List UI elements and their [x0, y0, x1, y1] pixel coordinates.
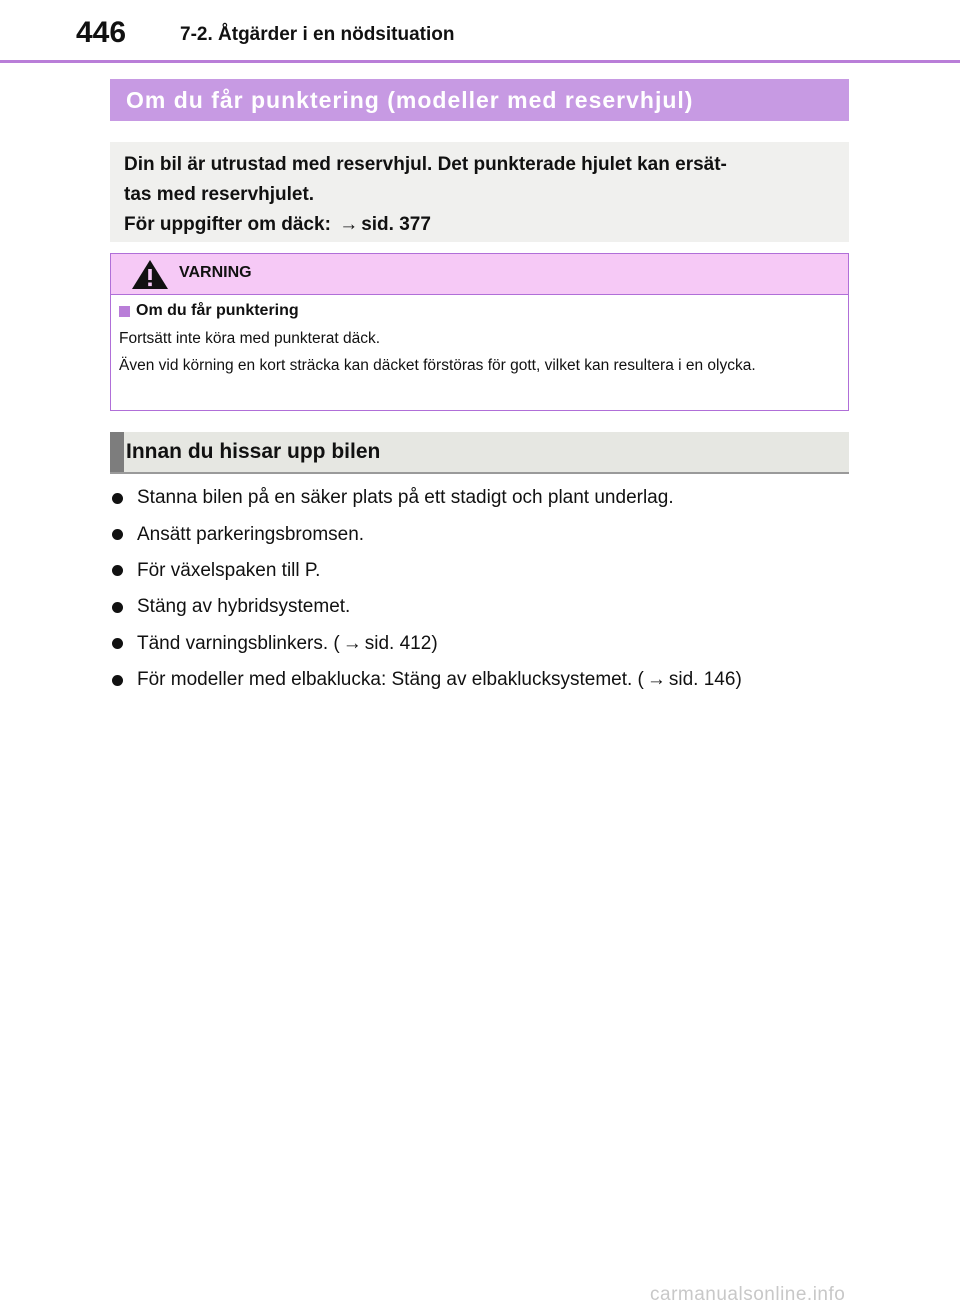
- list-item-text: Stäng av hybridsystemet.: [137, 596, 351, 618]
- warning-subheading-text: Om du får punktering: [136, 302, 299, 319]
- bullet-list: [110, 480, 870, 698]
- list-item-text: För växelspaken till P.: [137, 559, 321, 581]
- bullet-icon: [112, 529, 123, 540]
- warning-header: [111, 254, 848, 295]
- page-number: 446: [76, 16, 127, 49]
- warning-triangle-icon: [130, 258, 170, 291]
- section-banner: [110, 79, 849, 121]
- square-bullet-icon: [119, 306, 130, 317]
- list-item-suffix: ): [735, 669, 742, 691]
- right-arrow-icon: →: [646, 669, 666, 691]
- intro-line-2: tas med reservhjulet.: [124, 184, 315, 205]
- list-item-prefix: Tänd varningsblinkers. (: [137, 632, 340, 654]
- list-item: [110, 516, 870, 552]
- warning-label: VARNING: [179, 264, 252, 281]
- intro-box: [110, 142, 849, 242]
- watermark: carmanualsonline.info: [650, 1284, 846, 1305]
- intro-line-3: [124, 210, 837, 240]
- chapter-title: 7-2. Åtgärder i en nödsituation: [180, 24, 455, 45]
- list-item: [110, 553, 870, 589]
- right-arrow-icon: →: [339, 214, 359, 235]
- page-ref-link[interactable]: sid. 146: [668, 669, 736, 691]
- bullet-icon: [112, 675, 123, 686]
- list-item: [110, 480, 870, 516]
- list-item: [110, 589, 870, 625]
- warning-box: [110, 253, 849, 411]
- list-item: [110, 662, 870, 698]
- right-arrow-icon: →: [342, 632, 362, 654]
- intro-line-1: Din bil är utrustad med reservhjul. Det punkterade hjulet kan ersät-: [124, 154, 727, 175]
- warning-text-1: Fortsätt inte köra med punkterat däck.: [119, 330, 381, 347]
- list-item-suffix: ): [431, 632, 438, 654]
- intro-page-ref[interactable]: sid. 377: [361, 214, 431, 235]
- bullet-icon: [112, 565, 123, 576]
- subsection-bar: [110, 432, 124, 472]
- page-ref-link[interactable]: sid. 412: [364, 632, 432, 654]
- warning-text-2: Även vid körning en kort sträcka kan däcket förstöras för gott, vilket kan resultera i en olycka.: [119, 357, 756, 374]
- subsection-title: Innan du hissar upp bilen: [126, 440, 381, 463]
- list-item-text: [137, 633, 438, 655]
- bullet-icon: [112, 602, 123, 613]
- section-title: Om du får punktering (modeller med reservhjul): [126, 86, 694, 113]
- warning-subheading: [119, 301, 840, 321]
- subsection-banner: [110, 432, 849, 474]
- warning-body: [111, 295, 848, 376]
- list-item-text: Stanna bilen på en säker plats på ett stadigt och plant underlag.: [137, 487, 674, 509]
- list-item-prefix: För modeller med elbaklucka: Stäng av elbaklucksystemet. (: [137, 669, 644, 691]
- list-item-text: Ansätt parkeringsbromsen.: [137, 523, 365, 545]
- header-divider: [0, 60, 960, 63]
- list-item: [110, 626, 870, 662]
- bullet-icon: [112, 493, 123, 504]
- list-item-text: [137, 669, 742, 691]
- bullet-icon: [112, 638, 123, 649]
- intro-ref-label: För uppgifter om däck:: [124, 214, 331, 235]
